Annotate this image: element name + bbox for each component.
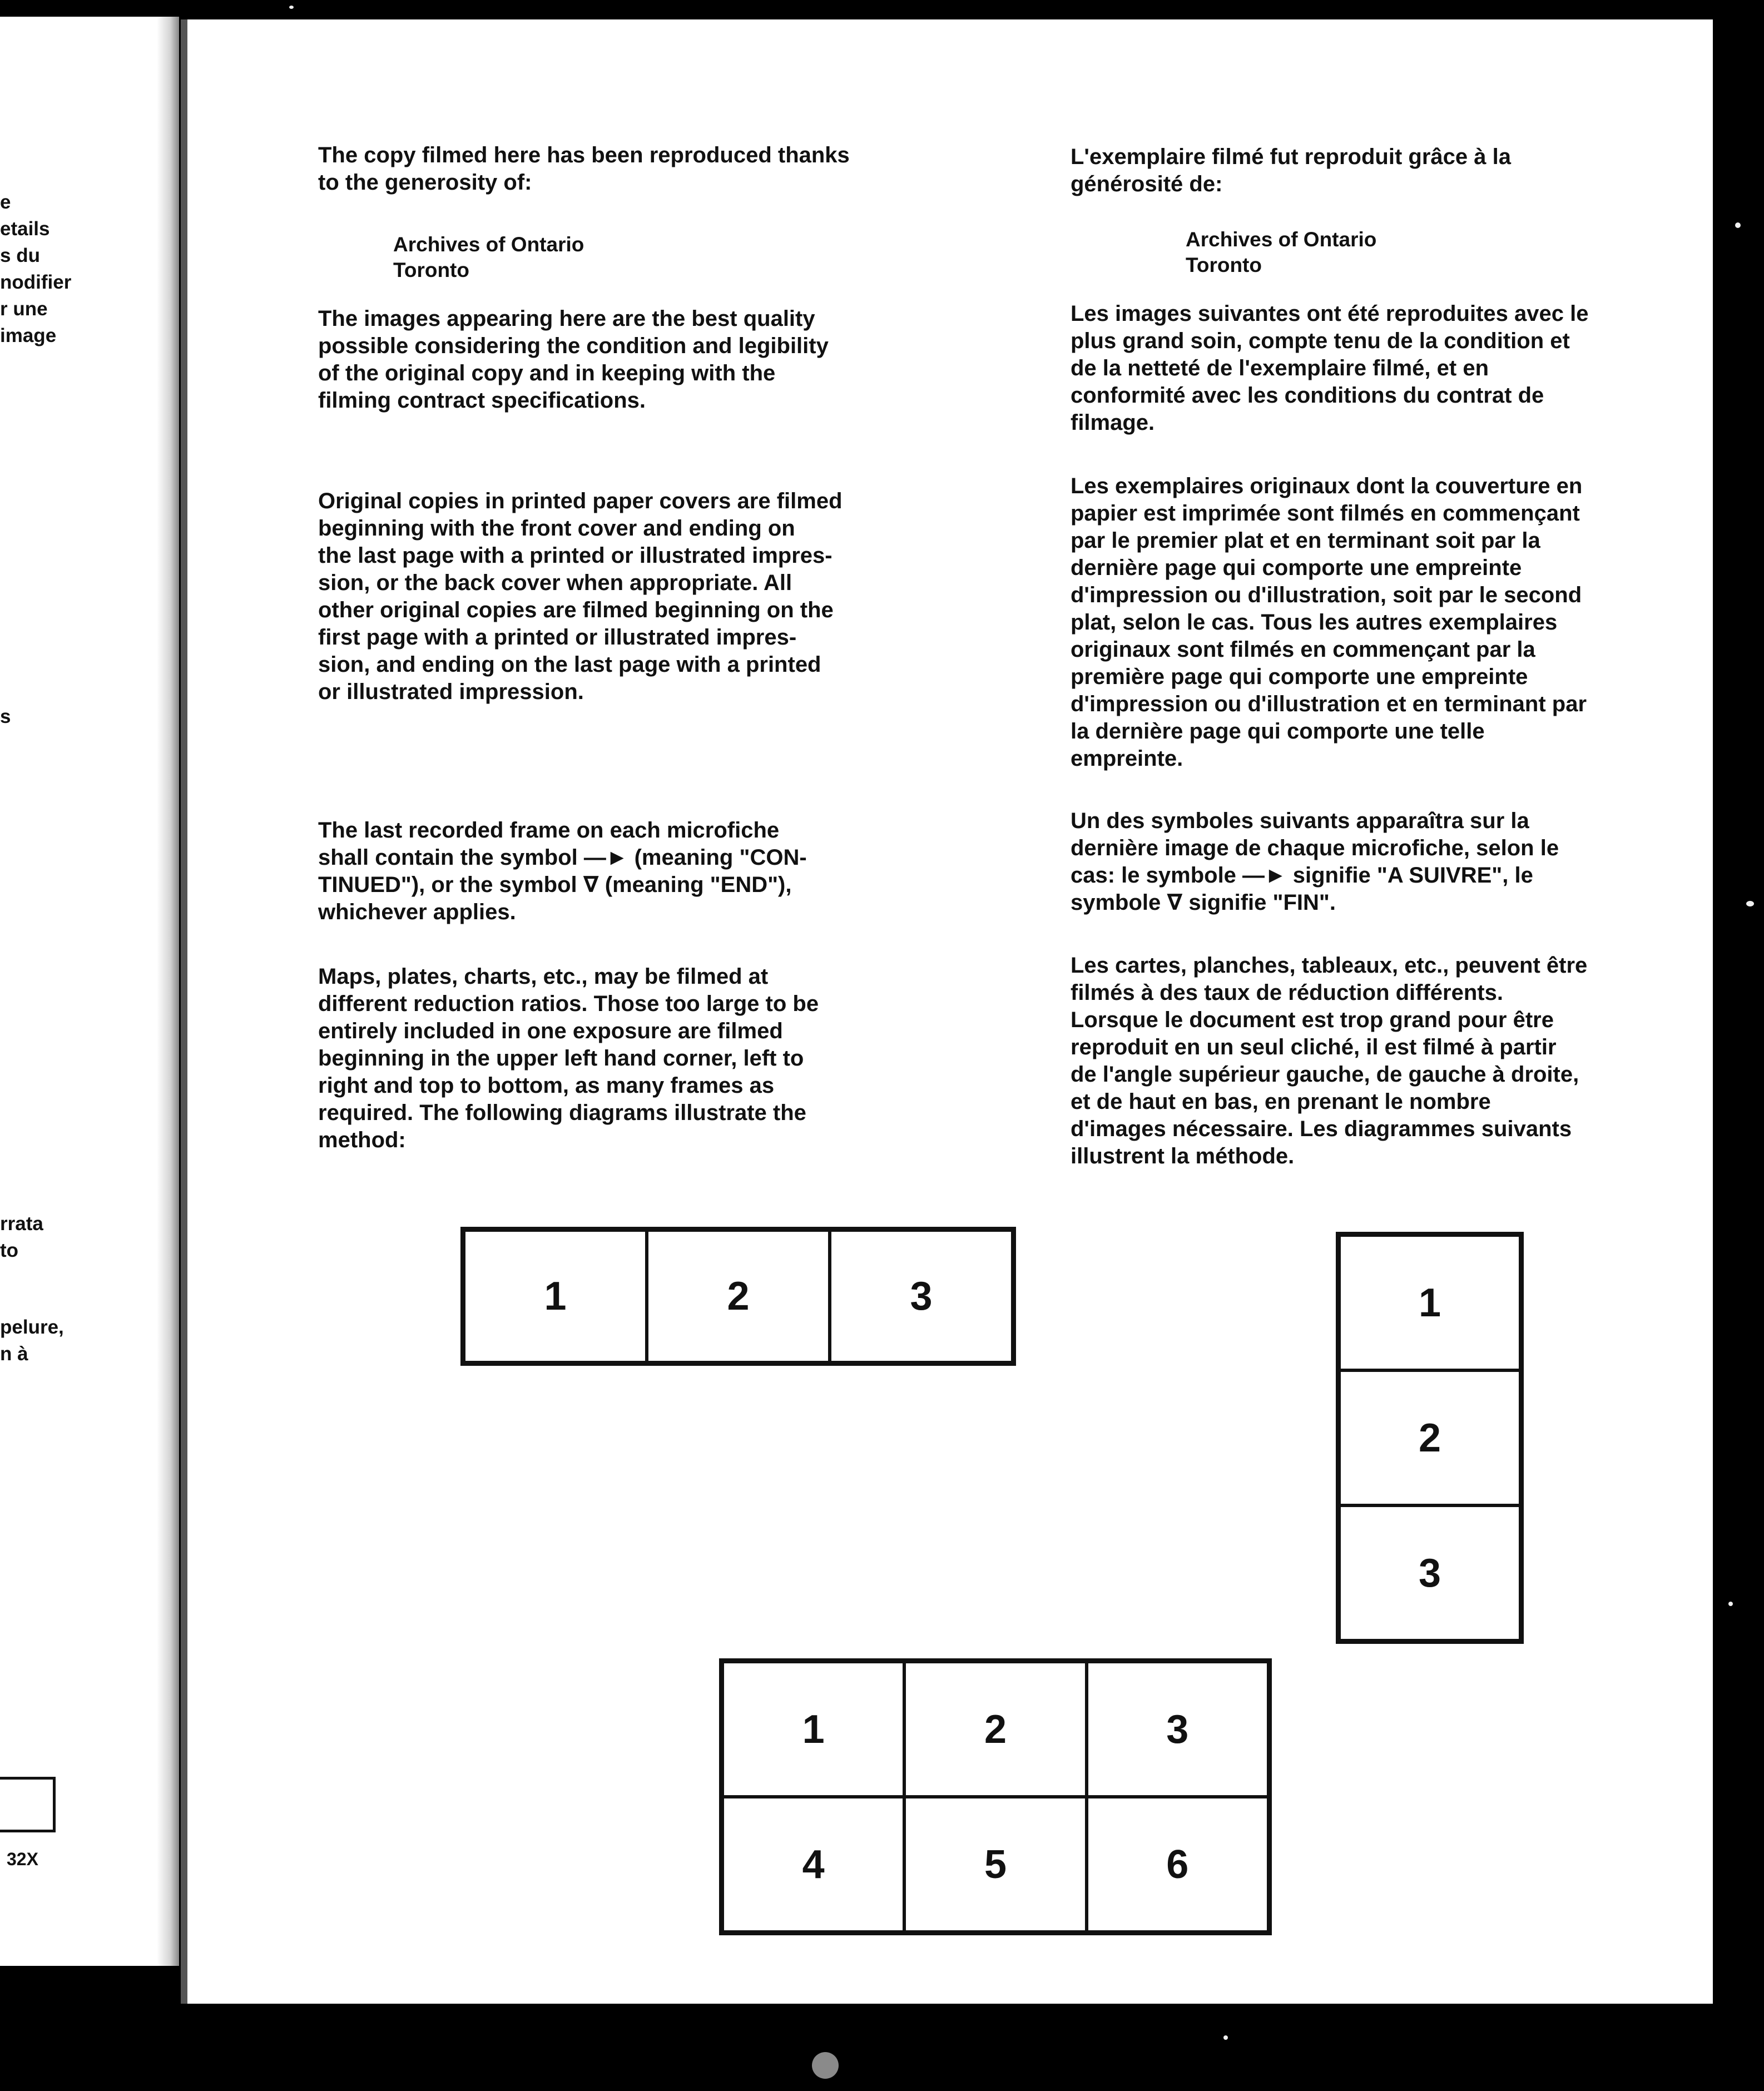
left-fragment: to bbox=[0, 1240, 19, 1261]
french-symbol-note: Un des symboles suivants apparaîtra sur la dernière image de chaque microfiche, selon le cas: le symbole —► signifie "A SUIVRE", le symbole ∇ signifie "FIN". bbox=[1071, 809, 1559, 915]
french-filming-order: Les exemplaires originaux dont la couverture en papier est imprimée sont filmés en commençant par le premier plat et en terminant soit par la dernière page qui comporte une empreinte d'impression ou d'illustration, soit par le second plat, selon le cas. Tous les autres exemplaires originaux sont filmés en commençant par la première page qui comporte une empreinte d'impression ou d'illustration et en terminant par la dernière page qui comporte une telle empreinte. bbox=[1071, 474, 1587, 771]
frame-cell: 1 bbox=[722, 1662, 904, 1797]
english-filming-order: Original copies in printed paper covers are filmed beginning with the front cover and ending on the last page with a printed or illustrated impres- sion, or the back cover when appropriate. All other original copies are filmed beginning on the first page with a printed or illustrated impres- sion, and ending on the last page with a printed or illustrated impression. bbox=[318, 489, 843, 704]
left-fragment: r une bbox=[0, 298, 48, 320]
left-fragment: rrata bbox=[0, 1213, 43, 1235]
english-quality-note: The images appearing here are the best quality possible considering the condition and legibility of the original copy and in keeping with the filming contract specifications. bbox=[318, 306, 829, 413]
french-column bbox=[1071, 143, 1688, 1170]
french-reduction-note: Les cartes, planches, tableaux, etc., peuvent être filmés à des taux de réduction différents. Lorsque le document est trop grand pour être reproduit en un seul cliché, il est filmé à partir de l'angle supérieur gauche, de gauche à droite, et de haut en bas, en prenant le nombre d'images nécessaire. Les diagrammes suivants illustrent la méthode. bbox=[1071, 953, 1588, 1168]
left-fragment: s bbox=[0, 706, 11, 727]
frame-cell: 3 bbox=[830, 1230, 1013, 1362]
frame-cell: 3 bbox=[1339, 1505, 1520, 1641]
frame-cell: 6 bbox=[1087, 1797, 1269, 1932]
french-credit bbox=[1186, 227, 1688, 278]
credit-city: Toronto bbox=[1186, 254, 1262, 276]
french-acknowledgement: L'exemplaire filmé fut reproduit grâce à la générosité de: bbox=[1071, 145, 1511, 196]
horizontal-frame-diagram bbox=[460, 1227, 1016, 1366]
frame-cell: 5 bbox=[904, 1797, 1086, 1932]
left-fragment: e bbox=[0, 191, 11, 213]
frame-cell: 1 bbox=[464, 1230, 647, 1362]
reduction-ratio-label: 32X bbox=[7, 1849, 38, 1869]
credit-institution: Archives of Ontario bbox=[393, 233, 584, 256]
french-quality-note: Les images suivantes ont été reproduites avec le plus grand soin, compte tenu de la condition et de la netteté de l'exemplaire filmé, et en conformité avec les conditions du contrat de filmage. bbox=[1071, 301, 1589, 435]
frame-cell: 1 bbox=[1339, 1235, 1520, 1370]
english-credit bbox=[393, 232, 958, 283]
page-fold-shadow bbox=[157, 17, 179, 1966]
english-reduction-note: Maps, plates, charts, etc., may be filmed at different reduction ratios. Those too large to be entirely included in one exposure are filmed beginning in the upper left hand corner, left to right and top to bottom, as many frames as required. The following diagrams illustrate the method: bbox=[318, 964, 819, 1152]
page-gutter-shadow bbox=[181, 19, 187, 2004]
left-fragment: n à bbox=[0, 1343, 28, 1365]
credit-institution: Archives of Ontario bbox=[1186, 228, 1377, 251]
english-acknowledgement: The copy filmed here has been reproduced thanks to the generosity of: bbox=[318, 143, 850, 195]
grid-frame-diagram bbox=[719, 1658, 1272, 1935]
frame-cell: 4 bbox=[722, 1797, 904, 1932]
vertical-frame-diagram bbox=[1336, 1232, 1524, 1644]
credit-city: Toronto bbox=[393, 259, 469, 281]
left-fragment: etails bbox=[0, 218, 50, 240]
frame-cell: 2 bbox=[647, 1230, 830, 1362]
frame-cell: 3 bbox=[1087, 1662, 1269, 1797]
frame-cell: 2 bbox=[904, 1662, 1086, 1797]
english-column bbox=[318, 142, 958, 1154]
left-fragment: nodifier bbox=[0, 271, 72, 293]
frame-cell: 2 bbox=[1339, 1370, 1520, 1505]
english-symbol-note: The last recorded frame on each microfiche shall contain the symbol —► (meaning "CON- TINUED"), or the symbol ∇ (meaning "END"), whichever applies. bbox=[318, 818, 807, 924]
reduction-target-box bbox=[0, 1777, 56, 1832]
left-fragment: s du bbox=[0, 245, 40, 266]
left-fragment: pelure, bbox=[0, 1316, 64, 1338]
left-fragment: image bbox=[0, 325, 57, 346]
